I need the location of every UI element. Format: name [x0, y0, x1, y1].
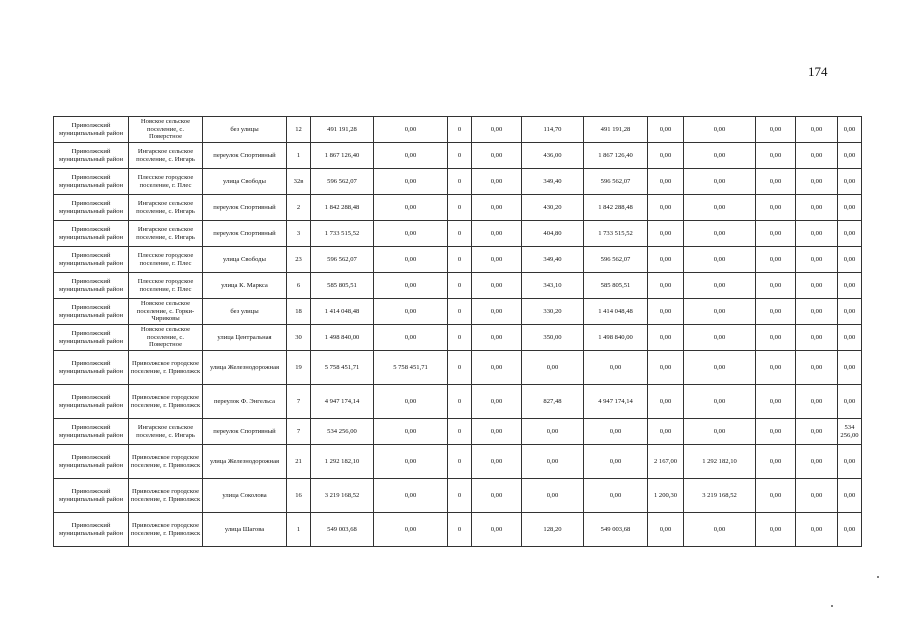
- amount-cell: 0,00: [472, 195, 522, 221]
- settlement-cell: Приволжское городское поселение, г. Приволжск: [129, 445, 203, 479]
- amount-cell: 0,00: [374, 513, 448, 547]
- amount-cell: 0,00: [472, 143, 522, 169]
- house-number-cell: 21: [287, 445, 311, 479]
- amount-cell: 0,00: [472, 117, 522, 143]
- area-cell: 0,00: [648, 221, 684, 247]
- table-row: [54, 385, 862, 419]
- register-table: [53, 116, 862, 547]
- amount-cell: 0,00: [756, 195, 796, 221]
- area-cell: 350,00: [522, 325, 584, 351]
- amount-cell: 0,00: [796, 325, 838, 351]
- count-cell: 0: [448, 117, 472, 143]
- count-cell: 0: [448, 325, 472, 351]
- total-cost-cell: 491 191,28: [311, 117, 374, 143]
- amount-cell: 0,00: [472, 385, 522, 419]
- district-cell: Приволжский муниципальный район: [54, 385, 129, 419]
- amount-cell: 1 867 126,40: [584, 143, 648, 169]
- table-row: [54, 479, 862, 513]
- count-cell: 0: [448, 273, 472, 299]
- amount-cell: 0,00: [584, 351, 648, 385]
- amount-cell: 0,00: [684, 385, 756, 419]
- amount-cell: 0,00: [584, 479, 648, 513]
- count-cell: 0: [448, 169, 472, 195]
- amount-cell: 0,00: [838, 445, 862, 479]
- area-cell: 0,00: [648, 195, 684, 221]
- total-cost-cell: 1 842 288,48: [311, 195, 374, 221]
- amount-cell: 0,00: [756, 351, 796, 385]
- amount-cell: 0,00: [374, 445, 448, 479]
- amount-cell: 0,00: [796, 445, 838, 479]
- district-cell: Приволжский муниципальный район: [54, 169, 129, 195]
- amount-cell: 0,00: [374, 479, 448, 513]
- amount-cell: 0,00: [472, 419, 522, 445]
- district-cell: Приволжский муниципальный район: [54, 325, 129, 351]
- street-cell: улица К. Маркса: [203, 273, 287, 299]
- amount-cell: 585 805,51: [584, 273, 648, 299]
- count-cell: 0: [448, 479, 472, 513]
- district-cell: Приволжский муниципальный район: [54, 273, 129, 299]
- table-row: [54, 273, 862, 299]
- amount-cell: 0,00: [756, 247, 796, 273]
- amount-cell: 0,00: [838, 117, 862, 143]
- amount-cell: 0,00: [838, 479, 862, 513]
- count-cell: 0: [448, 195, 472, 221]
- area-cell: 349,40: [522, 247, 584, 273]
- amount-cell: 0,00: [796, 351, 838, 385]
- amount-cell: 0,00: [472, 247, 522, 273]
- total-cost-cell: 596 562,07: [311, 169, 374, 195]
- district-cell: Приволжский муниципальный район: [54, 117, 129, 143]
- total-cost-cell: 1 498 840,00: [311, 325, 374, 351]
- table-row: [54, 221, 862, 247]
- settlement-cell: Ингарское сельское поселение, с. Ингарь: [129, 221, 203, 247]
- total-cost-cell: 3 219 168,52: [311, 479, 374, 513]
- area-cell: 827,48: [522, 385, 584, 419]
- street-cell: улица Соколова: [203, 479, 287, 513]
- amount-cell: 0,00: [756, 169, 796, 195]
- table-row: [54, 117, 862, 143]
- area-cell: 349,40: [522, 169, 584, 195]
- amount-cell: 0,00: [756, 325, 796, 351]
- amount-cell: 0,00: [374, 117, 448, 143]
- amount-cell: 0,00: [838, 247, 862, 273]
- house-number-cell: 32в: [287, 169, 311, 195]
- amount-cell: 0,00: [374, 247, 448, 273]
- amount-cell: 0,00: [838, 273, 862, 299]
- street-cell: переулок Ф. Энгельса: [203, 385, 287, 419]
- house-number-cell: 12: [287, 117, 311, 143]
- amount-cell: 0,00: [684, 117, 756, 143]
- street-cell: улица Свободы: [203, 169, 287, 195]
- amount-cell: 0,00: [684, 351, 756, 385]
- area-cell: 0,00: [648, 385, 684, 419]
- area-cell: 0,00: [648, 513, 684, 547]
- street-cell: улица Свободы: [203, 247, 287, 273]
- amount-cell: 1 733 515,52: [584, 221, 648, 247]
- amount-cell: 0,00: [472, 513, 522, 547]
- amount-cell: 0,00: [584, 419, 648, 445]
- table-row: [54, 169, 862, 195]
- amount-cell: 0,00: [374, 169, 448, 195]
- amount-cell: 1 292 182,10: [684, 445, 756, 479]
- amount-cell: 0,00: [684, 169, 756, 195]
- table-row: [54, 325, 862, 351]
- table-row: [54, 513, 862, 547]
- amount-cell: 0,00: [684, 221, 756, 247]
- house-number-cell: 7: [287, 419, 311, 445]
- district-cell: Приволжский муниципальный район: [54, 513, 129, 547]
- settlement-cell: Приволжское городское поселение, г. Приволжск: [129, 479, 203, 513]
- amount-cell: 0,00: [838, 195, 862, 221]
- amount-cell: 0,00: [374, 385, 448, 419]
- settlement-cell: Плесское городское поселение, г. Плес: [129, 169, 203, 195]
- amount-cell: 0,00: [684, 247, 756, 273]
- amount-cell: 0,00: [684, 513, 756, 547]
- street-cell: улица Железнодорожная: [203, 351, 287, 385]
- amount-cell: 0,00: [756, 221, 796, 247]
- settlement-cell: Новское сельское поселение, с. Поверстное: [129, 117, 203, 143]
- area-cell: 128,20: [522, 513, 584, 547]
- total-cost-cell: 1 292 182,10: [311, 445, 374, 479]
- settlement-cell: Приволжское городское поселение, г. Приволжск: [129, 385, 203, 419]
- amount-cell: 0,00: [838, 385, 862, 419]
- amount-cell: 5 758 451,71: [374, 351, 448, 385]
- amount-cell: 0,00: [838, 351, 862, 385]
- amount-cell: 0,00: [684, 325, 756, 351]
- house-number-cell: 18: [287, 299, 311, 325]
- total-cost-cell: 1 733 515,52: [311, 221, 374, 247]
- amount-cell: 491 191,28: [584, 117, 648, 143]
- street-cell: переулок Спортивный: [203, 143, 287, 169]
- amount-cell: 0,00: [838, 221, 862, 247]
- scan-speck: [877, 576, 879, 578]
- amount-cell: 0,00: [796, 513, 838, 547]
- house-number-cell: 1: [287, 143, 311, 169]
- settlement-cell: Ингарское сельское поселение, с. Ингарь: [129, 419, 203, 445]
- amount-cell: 1 842 288,48: [584, 195, 648, 221]
- table-row: [54, 247, 862, 273]
- amount-cell: 0,00: [684, 299, 756, 325]
- area-cell: 430,20: [522, 195, 584, 221]
- house-number-cell: 30: [287, 325, 311, 351]
- amount-cell: 1 414 048,48: [584, 299, 648, 325]
- amount-cell: 549 003,68: [584, 513, 648, 547]
- amount-cell: 0,00: [472, 221, 522, 247]
- amount-cell: 0,00: [472, 445, 522, 479]
- area-cell: 0,00: [522, 479, 584, 513]
- amount-cell: 0,00: [374, 195, 448, 221]
- count-cell: 0: [448, 351, 472, 385]
- settlement-cell: Ингарское сельское поселение, с. Ингарь: [129, 143, 203, 169]
- total-cost-cell: 549 003,68: [311, 513, 374, 547]
- district-cell: Приволжский муниципальный район: [54, 221, 129, 247]
- amount-cell: 0,00: [684, 143, 756, 169]
- area-cell: 114,70: [522, 117, 584, 143]
- amount-cell: 0,00: [472, 299, 522, 325]
- street-cell: улица Центральная: [203, 325, 287, 351]
- district-cell: Приволжский муниципальный район: [54, 479, 129, 513]
- total-cost-cell: 596 562,07: [311, 247, 374, 273]
- house-number-cell: 23: [287, 247, 311, 273]
- total-cost-cell: 4 947 174,14: [311, 385, 374, 419]
- settlement-cell: Плесское городское поселение, г. Плес: [129, 273, 203, 299]
- total-cost-cell: 5 758 451,71: [311, 351, 374, 385]
- amount-cell: 0,00: [684, 195, 756, 221]
- amount-cell: 0,00: [838, 169, 862, 195]
- area-cell: 0,00: [648, 299, 684, 325]
- amount-cell: 0,00: [684, 273, 756, 299]
- house-number-cell: 3: [287, 221, 311, 247]
- settlement-cell: Приволжское городское поселение, г. Приволжск: [129, 351, 203, 385]
- street-cell: переулок Спортивный: [203, 195, 287, 221]
- house-number-cell: 2: [287, 195, 311, 221]
- amount-cell: 0,00: [472, 351, 522, 385]
- amount-cell: 0,00: [796, 419, 838, 445]
- street-cell: без улицы: [203, 117, 287, 143]
- settlement-cell: Приволжское городское поселение, г. Приволжск: [129, 513, 203, 547]
- amount-cell: 0,00: [374, 419, 448, 445]
- table-row: [54, 143, 862, 169]
- area-cell: 0,00: [648, 325, 684, 351]
- total-cost-cell: 1 867 126,40: [311, 143, 374, 169]
- street-cell: переулок Спортивный: [203, 419, 287, 445]
- count-cell: 0: [448, 419, 472, 445]
- count-cell: 0: [448, 513, 472, 547]
- house-number-cell: 6: [287, 273, 311, 299]
- amount-cell: 0,00: [756, 445, 796, 479]
- amount-cell: 0,00: [756, 385, 796, 419]
- count-cell: 0: [448, 221, 472, 247]
- amount-cell: 0,00: [796, 385, 838, 419]
- table-row: [54, 445, 862, 479]
- amount-cell: 0,00: [374, 273, 448, 299]
- count-cell: 0: [448, 299, 472, 325]
- district-cell: Приволжский муниципальный район: [54, 419, 129, 445]
- amount-cell: 0,00: [756, 299, 796, 325]
- total-cost-cell: 534 256,00: [311, 419, 374, 445]
- amount-cell: 534 256,00: [838, 419, 862, 445]
- area-cell: 0,00: [648, 169, 684, 195]
- amount-cell: 0,00: [838, 299, 862, 325]
- area-cell: 0,00: [522, 351, 584, 385]
- area-cell: 0,00: [522, 419, 584, 445]
- district-cell: Приволжский муниципальный район: [54, 143, 129, 169]
- area-cell: 0,00: [648, 273, 684, 299]
- amount-cell: 0,00: [472, 273, 522, 299]
- area-cell: 1 200,30: [648, 479, 684, 513]
- street-cell: улица Железнодорожная: [203, 445, 287, 479]
- amount-cell: 0,00: [472, 169, 522, 195]
- settlement-cell: Плесское городское поселение, г. Плес: [129, 247, 203, 273]
- street-cell: без улицы: [203, 299, 287, 325]
- table-row: [54, 195, 862, 221]
- amount-cell: 596 562,07: [584, 169, 648, 195]
- area-cell: 2 167,00: [648, 445, 684, 479]
- count-cell: 0: [448, 385, 472, 419]
- amount-cell: 0,00: [374, 299, 448, 325]
- amount-cell: 4 947 174,14: [584, 385, 648, 419]
- area-cell: 343,10: [522, 273, 584, 299]
- amount-cell: 0,00: [756, 513, 796, 547]
- house-number-cell: 19: [287, 351, 311, 385]
- amount-cell: 0,00: [374, 221, 448, 247]
- district-cell: Приволжский муниципальный район: [54, 351, 129, 385]
- amount-cell: 0,00: [756, 117, 796, 143]
- amount-cell: 0,00: [796, 169, 838, 195]
- count-cell: 0: [448, 247, 472, 273]
- house-number-cell: 16: [287, 479, 311, 513]
- count-cell: 0: [448, 143, 472, 169]
- amount-cell: 0,00: [796, 143, 838, 169]
- street-cell: переулок Спортивный: [203, 221, 287, 247]
- amount-cell: 0,00: [756, 143, 796, 169]
- settlement-cell: Новское сельское поселение, с. Поверстное: [129, 325, 203, 351]
- amount-cell: 0,00: [374, 143, 448, 169]
- amount-cell: 0,00: [796, 247, 838, 273]
- area-cell: 0,00: [648, 351, 684, 385]
- amount-cell: 0,00: [584, 445, 648, 479]
- amount-cell: 1 498 840,00: [584, 325, 648, 351]
- table-row: [54, 299, 862, 325]
- street-cell: улица Шагова: [203, 513, 287, 547]
- amount-cell: 0,00: [472, 479, 522, 513]
- amount-cell: 0,00: [796, 195, 838, 221]
- area-cell: 436,00: [522, 143, 584, 169]
- amount-cell: 0,00: [796, 273, 838, 299]
- amount-cell: 0,00: [796, 299, 838, 325]
- area-cell: 0,00: [648, 117, 684, 143]
- amount-cell: 0,00: [796, 479, 838, 513]
- amount-cell: 0,00: [838, 513, 862, 547]
- amount-cell: 596 562,07: [584, 247, 648, 273]
- amount-cell: 0,00: [756, 419, 796, 445]
- amount-cell: 0,00: [684, 419, 756, 445]
- scan-speck: [831, 605, 833, 607]
- amount-cell: 0,00: [796, 221, 838, 247]
- district-cell: Приволжский муниципальный район: [54, 195, 129, 221]
- amount-cell: 0,00: [796, 117, 838, 143]
- district-cell: Приволжский муниципальный район: [54, 445, 129, 479]
- area-cell: 0,00: [648, 247, 684, 273]
- table-row: [54, 351, 862, 385]
- amount-cell: 0,00: [472, 325, 522, 351]
- total-cost-cell: 1 414 048,48: [311, 299, 374, 325]
- amount-cell: 0,00: [756, 479, 796, 513]
- area-cell: 404,80: [522, 221, 584, 247]
- amount-cell: 0,00: [374, 325, 448, 351]
- area-cell: 0,00: [648, 419, 684, 445]
- amount-cell: 3 219 168,52: [684, 479, 756, 513]
- page-number: 174: [808, 64, 828, 79]
- settlement-cell: Новское сельское поселение, с. Горки-Чириковы: [129, 299, 203, 325]
- amount-cell: 0,00: [838, 143, 862, 169]
- area-cell: 0,00: [648, 143, 684, 169]
- table-row: [54, 419, 862, 445]
- district-cell: Приволжский муниципальный район: [54, 299, 129, 325]
- house-number-cell: 7: [287, 385, 311, 419]
- area-cell: 330,20: [522, 299, 584, 325]
- area-cell: 0,00: [522, 445, 584, 479]
- amount-cell: 0,00: [756, 273, 796, 299]
- amount-cell: 0,00: [838, 325, 862, 351]
- district-cell: Приволжский муниципальный район: [54, 247, 129, 273]
- house-number-cell: 1: [287, 513, 311, 547]
- count-cell: 0: [448, 445, 472, 479]
- total-cost-cell: 585 805,51: [311, 273, 374, 299]
- settlement-cell: Ингарское сельское поселение, с. Ингарь: [129, 195, 203, 221]
